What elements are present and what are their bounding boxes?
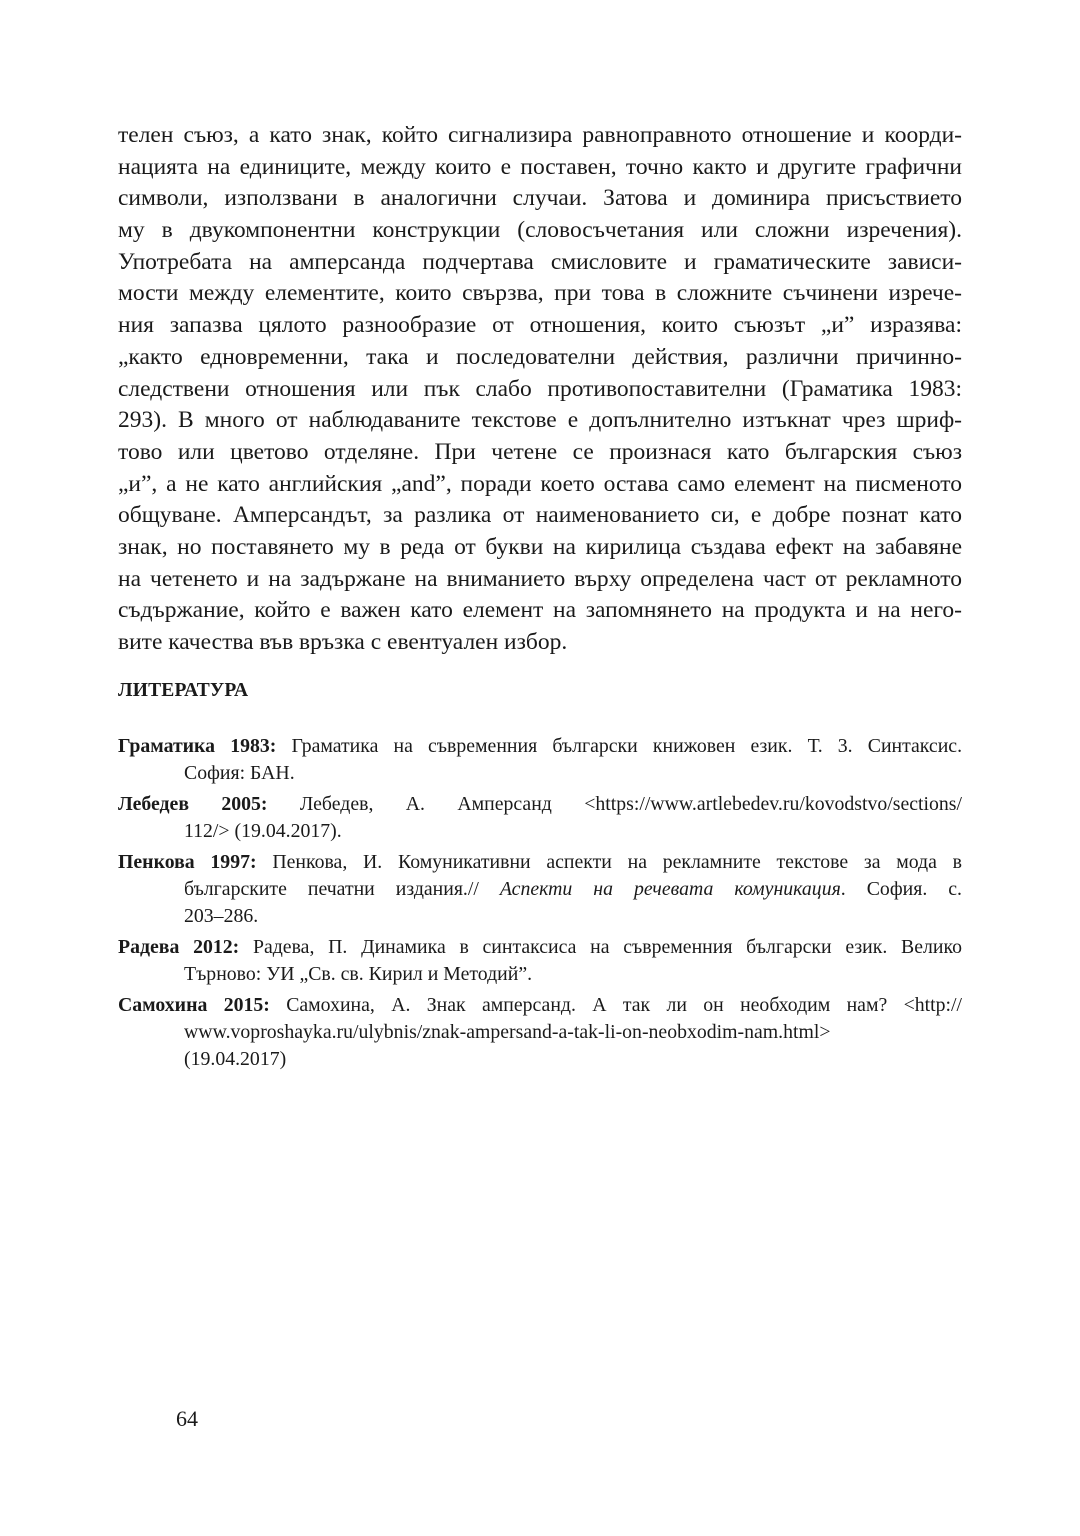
body-line: знак, но поставянето му в реда от букви на кирилица създава ефект на забавяне (118, 533, 962, 560)
body-line: „както едновременни, така и последователни действия, различни причинно- (118, 343, 962, 370)
reference-item (118, 849, 962, 930)
body-line: символи, използвани в аналогични случаи. Затова и доминира присъствието (118, 185, 962, 212)
reference-text: Търново: УИ „Св. св. Кирил и Методий”. (184, 963, 533, 985)
reference-text: (19.04.2017) (184, 1048, 287, 1070)
reference-text: 112/> (19.04.2017). (184, 820, 342, 842)
reference-list (118, 733, 962, 1077)
reference-author: Лебедев 2005: (118, 793, 268, 815)
reference-text: София: БАН. (184, 762, 295, 784)
body-line: на четенето и на задържане на вниманието върху определена част от рекламното (118, 565, 962, 592)
reference-text: Пенкова, И. Комуникативни аспекти на рекламните текстове за мода в (272, 851, 962, 873)
reference-author: Радева 2012: (118, 936, 240, 958)
body-line: телен съюз, а като знак, който сигнализира равноправното отношение и коорди- (118, 122, 962, 148)
body-line: ния запазва цялото разнообразие от отношения, които съюзът „и” изразява: (118, 312, 962, 339)
reference-text: Лебедев, А. Амперсанд <https://www.artlebedev.ru/kovodstvo/sections/ (299, 793, 962, 815)
page-content (118, 120, 963, 1070)
body-line: Употребата на амперсанда подчертава смисловите и граматическите зависи- (118, 248, 962, 275)
section-heading: ЛИТЕРАТУРА (118, 680, 249, 701)
reference-text: Радева, П. Динамика в синтаксиса на съвременния български език. Велико (252, 936, 962, 958)
reference-text: 203–286. (184, 905, 259, 927)
reference-item (118, 791, 962, 845)
body-line: тово или цветово отделяне. При четене се произнася като българския съюз (118, 438, 962, 465)
body-line: вите качества във връзка с евентуален избор. (118, 629, 568, 655)
reference-author: Пенкова 1997: (118, 851, 257, 873)
reference-link: www.voproshayka.ru/ulybnis/znak-ampersand-a-tak-li-on-neobxodim-nam.html> (184, 1021, 831, 1043)
reference-item (118, 934, 962, 988)
body-line: мости между елементите, които свързва, при това в сложните съчинени изрече- (118, 280, 962, 307)
reference-text: българските печатни издания.// (184, 878, 479, 900)
body-line: следствени отношения или пък слабо противопоставителни (Граматика 1983: (118, 375, 962, 402)
body-line: нацията на единиците, между които е поставен, точно както и другите графични (118, 153, 962, 180)
body-line: „и”, а не като английския „and”, поради което остава само елемент на писменото (118, 470, 962, 497)
body-line: 293). В много от наблюдаваните текстове е допълнително изтъкнат чрез шриф- (118, 407, 962, 434)
reference-author: Самохина 2015: (118, 994, 270, 1016)
body-paragraph (118, 120, 962, 659)
page-number: 64 (176, 1406, 198, 1431)
body-line: общуване. Амперсандът, за разлика от наименованието си, е добре познат като (118, 502, 962, 529)
body-line: му в двукомпонентни конструкции (словосъчетания или сложни изречения). (118, 217, 962, 244)
reference-item (118, 992, 962, 1073)
reference-author: Граматика 1983: (118, 735, 277, 757)
reference-text: Граматика на съвременния български книжовен език. Т. 3. Синтаксис. (291, 735, 963, 757)
reference-item (118, 733, 962, 787)
reference-text: . София. с. (840, 878, 962, 900)
reference-text: Самохина, А. Знак амперсанд. А так ли он необходим нам? <http:// (286, 994, 962, 1016)
reference-source-title: Аспекти на речевата комуникация (499, 878, 841, 900)
body-line: съдържание, който е важен като елемент на запомнянето на продукта и на него- (118, 597, 962, 624)
